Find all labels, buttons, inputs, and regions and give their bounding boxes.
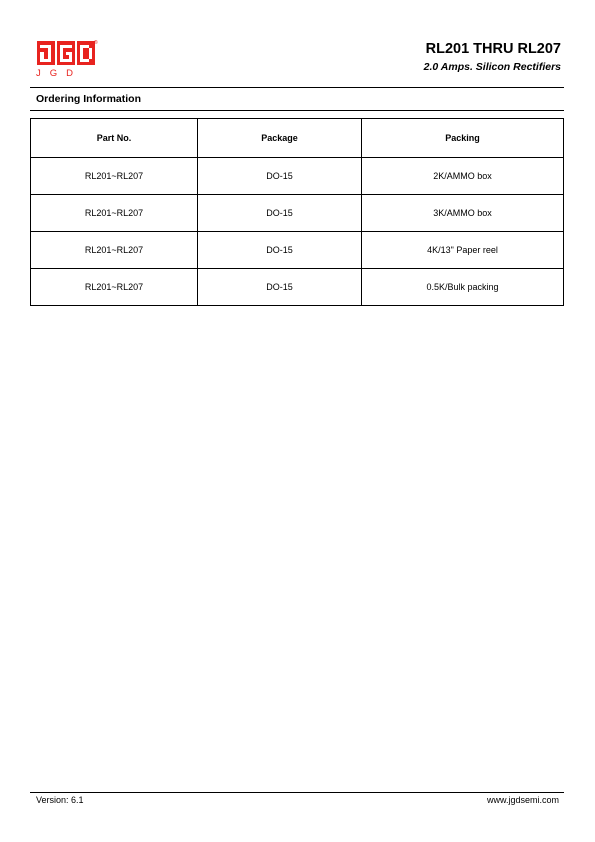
table-row <box>31 232 564 269</box>
cell-package: DO-15 <box>198 269 362 306</box>
column-header-part-no: Part No. <box>31 119 198 158</box>
cell-packing: 0.5K/Bulk packing <box>362 269 564 306</box>
website-link[interactable]: www.jgdsemi.com <box>486 795 559 805</box>
logo-wordmark: JGD <box>36 68 82 79</box>
cell-packing: 2K/AMMO box <box>362 158 564 195</box>
cell-package: DO-15 <box>198 232 362 269</box>
cell-package: DO-15 <box>198 158 362 195</box>
version-label: Version: 6.1 <box>36 795 84 805</box>
cell-part-no: RL201~RL207 <box>31 158 198 195</box>
svg-text:®: ® <box>94 40 98 46</box>
document-subtitle: 2.0 Amps. Silicon Rectifiers <box>423 61 561 73</box>
cell-part-no: RL201~RL207 <box>31 269 198 306</box>
document-title: RL201 THRU RL207 <box>425 41 561 57</box>
ordering-table <box>30 118 564 306</box>
section-title: Ordering Information <box>36 93 141 105</box>
footer-divider <box>30 792 564 793</box>
table-row <box>31 195 564 232</box>
table-row <box>31 269 564 306</box>
column-header-package: Package <box>198 119 362 158</box>
cell-part-no: RL201~RL207 <box>31 195 198 232</box>
cell-package: DO-15 <box>198 195 362 232</box>
cell-packing: 3K/AMMO box <box>362 195 564 232</box>
cell-packing: 4K/13" Paper reel <box>362 232 564 269</box>
table-row <box>31 158 564 195</box>
cell-part-no: RL201~RL207 <box>31 232 198 269</box>
table-header-row <box>31 119 564 158</box>
column-header-packing: Packing <box>362 119 564 158</box>
section-divider <box>30 110 564 111</box>
header-divider <box>30 87 564 88</box>
